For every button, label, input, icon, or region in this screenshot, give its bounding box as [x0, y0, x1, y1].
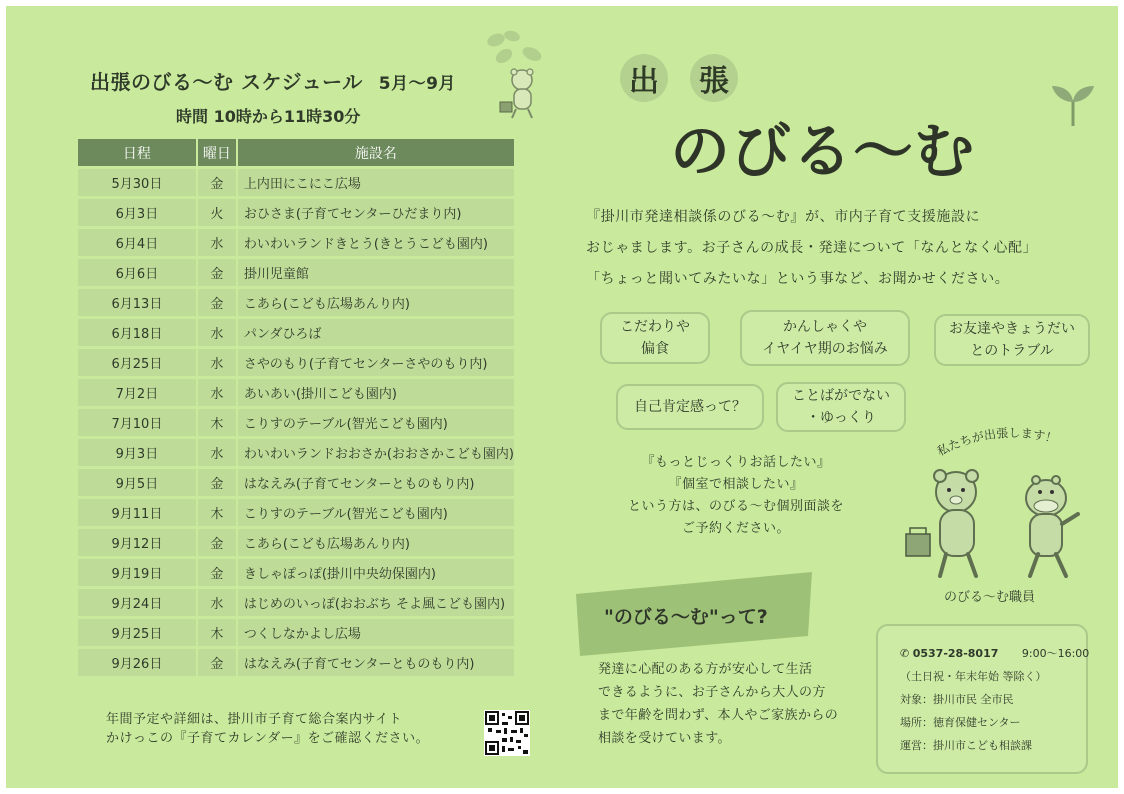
row-day: 金 — [196, 289, 236, 316]
table-row — [78, 289, 514, 316]
topic-line: ことばがでない — [792, 388, 890, 404]
row-date: 9月19日 — [78, 559, 196, 586]
venue: 場所：徳育保健センター — [900, 716, 1021, 729]
topic-line: ・ゆっくり — [806, 410, 876, 426]
row-date: 9月26日 — [78, 649, 196, 676]
calendar-note-line1: 年間予定や詳細は、掛川市子育て総合案内サイト — [106, 712, 403, 727]
phone-number[interactable]: 0537-28-8017 — [912, 647, 999, 660]
hippo-icon — [1026, 476, 1078, 576]
consult-line1: 『もっとじっくりお話したい』 — [641, 455, 831, 470]
schedule-time: 時間 10時から11時30分 — [176, 107, 361, 126]
topic-bubble — [934, 314, 1090, 366]
row-day: 金 — [196, 649, 236, 676]
table-header-row — [78, 139, 514, 166]
staff-illustration — [896, 462, 1096, 582]
header-day: 曜日 — [196, 139, 236, 166]
row-date: 6月13日 — [78, 289, 196, 316]
row-day: 木 — [196, 499, 236, 526]
staff-shout-text: 私たちが出張します！ — [934, 425, 1059, 459]
row-facility: はなえみ(子育てセンターとものもり内) — [236, 469, 514, 496]
topic-bubble — [616, 384, 764, 430]
schedule-title — [90, 66, 456, 95]
sprout-icon — [1048, 80, 1098, 128]
target-audience: 対象：掛川市民 全市民 — [900, 693, 1014, 706]
topic-line: こだわりや — [620, 319, 690, 335]
row-facility: つくしなかよし広場 — [236, 619, 514, 646]
calendar-note-line2: かけっこの『子育てカレンダー』をご確認ください。 — [106, 731, 430, 746]
topic-line: イヤイヤ期のお悩み — [762, 341, 888, 357]
row-date: 6月25日 — [78, 349, 196, 376]
row-facility: こりすのテーブル(智光こども園内) — [236, 499, 514, 526]
row-day: 金 — [196, 469, 236, 496]
row-day: 水 — [196, 229, 236, 256]
row-facility: あいあい(掛川こども園内) — [236, 379, 514, 406]
row-date: 5月30日 — [78, 169, 196, 196]
table-row — [78, 439, 514, 466]
table-row — [78, 619, 514, 646]
closed-days: （土日祝・年末年始 等除く） — [900, 670, 1047, 683]
contact-box — [876, 624, 1088, 774]
table-row — [78, 589, 514, 616]
row-facility: さやのもり(子育てセンターさやのもり内) — [236, 349, 514, 376]
row-day: 水 — [196, 319, 236, 346]
consult-line3: という方は、のびる〜む個別面談を — [627, 499, 844, 514]
row-date: 6月3日 — [78, 199, 196, 226]
row-facility: 上内田にこにこ広場 — [236, 169, 514, 196]
row-facility: こあら(こども広場あんり内) — [236, 289, 514, 316]
table-row — [78, 469, 514, 496]
row-day: 金 — [196, 169, 236, 196]
row-day: 水 — [196, 379, 236, 406]
schedule-range: 5月〜9月 — [378, 74, 456, 94]
row-day: 金 — [196, 529, 236, 556]
row-day: 水 — [196, 349, 236, 376]
what-heading: "のびる〜む"って? — [604, 606, 768, 628]
row-day: 火 — [196, 199, 236, 226]
table-row — [78, 199, 514, 226]
row-day: 木 — [196, 619, 236, 646]
row-date: 9月24日 — [78, 589, 196, 616]
row-day: 金 — [196, 559, 236, 586]
row-date: 9月11日 — [78, 499, 196, 526]
table-row — [78, 529, 514, 556]
table-row — [78, 259, 514, 286]
office-hours: 9:00〜16:00 — [1021, 647, 1090, 660]
what-body — [598, 658, 838, 750]
topic-line: かんしゃくや — [782, 319, 867, 335]
bear-icon — [906, 470, 978, 576]
header-date: 日程 — [78, 139, 196, 166]
row-facility: はなえみ(子育てセンターとものもり内) — [236, 649, 514, 676]
row-day: 水 — [196, 589, 236, 616]
calendar-note — [106, 710, 429, 748]
row-date: 7月10日 — [78, 409, 196, 436]
table-row — [78, 559, 514, 586]
row-day: 水 — [196, 439, 236, 466]
row-facility: 掛川児童館 — [236, 259, 514, 286]
topic-bubble — [600, 312, 710, 364]
table-row — [78, 169, 514, 196]
topic-line: お友達やきょうだい — [949, 321, 1075, 337]
topic-line: 偏食 — [641, 341, 669, 357]
table-row — [78, 409, 514, 436]
consult-line2: 『個室で相談したい』 — [668, 477, 804, 492]
what-line1: 発達に心配のある方が安心して生活 — [598, 662, 813, 677]
topic-line: とのトラブル — [970, 343, 1054, 359]
row-date: 9月12日 — [78, 529, 196, 556]
page-title: のびる〜む — [670, 117, 975, 187]
svg-text:私たちが出張します！ — [935, 426, 1059, 459]
flyer-sheet — [6, 6, 1118, 788]
header-facility: 施設名 — [236, 139, 514, 166]
table-row — [78, 319, 514, 346]
row-facility: きしゃぽっぽ(掛川中央幼保園内) — [236, 559, 514, 586]
topic-line: 自己肯定感って？ — [634, 399, 746, 415]
row-date: 6月6日 — [78, 259, 196, 286]
row-facility: わいわいランドおおさか(おおさかこども園内) — [236, 439, 514, 466]
row-facility: パンダひろば — [236, 319, 514, 346]
title-char-cho: 張 — [690, 54, 738, 102]
qr-code-icon[interactable] — [484, 710, 530, 756]
table-row — [78, 349, 514, 376]
row-date: 9月25日 — [78, 619, 196, 646]
row-facility: はじめのいっぽ(おおぶち そよ風こども園内) — [236, 589, 514, 616]
table-row — [78, 229, 514, 256]
table-row — [78, 649, 514, 676]
row-day: 金 — [196, 259, 236, 286]
consult-note — [606, 452, 866, 540]
row-facility: こあら(こども広場あんり内) — [236, 529, 514, 556]
operator: 運営：掛川市こども相談課 — [900, 739, 1032, 752]
staff-caption: のびる〜む職員 — [944, 590, 1036, 605]
intro-text — [586, 202, 1037, 295]
intro-line1: 『掛川市発達相談係のびる〜む』が、市内子育て支援施設に — [586, 209, 981, 225]
row-facility: こりすのテーブル(智光こども園内) — [236, 409, 514, 436]
row-date: 6月4日 — [78, 229, 196, 256]
leaves-icon — [482, 28, 552, 68]
topic-bubble — [740, 310, 910, 366]
schedule-table — [78, 136, 514, 679]
what-line3: まで年齢を問わず、本人やご家族からの — [598, 708, 839, 723]
table-row — [78, 499, 514, 526]
row-day: 木 — [196, 409, 236, 436]
row-date: 9月3日 — [78, 439, 196, 466]
bear-icon — [494, 68, 542, 120]
intro-line2: おじゃまします。お子さんの成長・発達について「なんとなく心配」 — [586, 240, 1038, 256]
title-char-de: 出 — [620, 54, 668, 102]
what-line2: できるように、お子さんから大人の方 — [598, 685, 826, 700]
schedule-title-text: 出張のびる〜む スケジュール — [90, 70, 363, 94]
row-date: 7月2日 — [78, 379, 196, 406]
row-date: 9月5日 — [78, 469, 196, 496]
row-facility: わいわいランドきとう(きとうこども園内) — [236, 229, 514, 256]
what-line4: 相談を受けています。 — [598, 731, 731, 746]
consult-line4: ご予約ください。 — [681, 521, 790, 536]
row-date: 6月18日 — [78, 319, 196, 346]
contact-phone-row — [900, 642, 1090, 665]
staff-shout — [928, 420, 1098, 468]
topic-bubble — [776, 382, 906, 432]
intro-line3: 「ちょっと聞いてみたいな」という事など、お聞かせください。 — [586, 271, 1010, 287]
row-facility: おひさま(子育てセンターひだまり内) — [236, 199, 514, 226]
phone-icon: ✆ — [900, 647, 910, 660]
table-row — [78, 379, 514, 406]
